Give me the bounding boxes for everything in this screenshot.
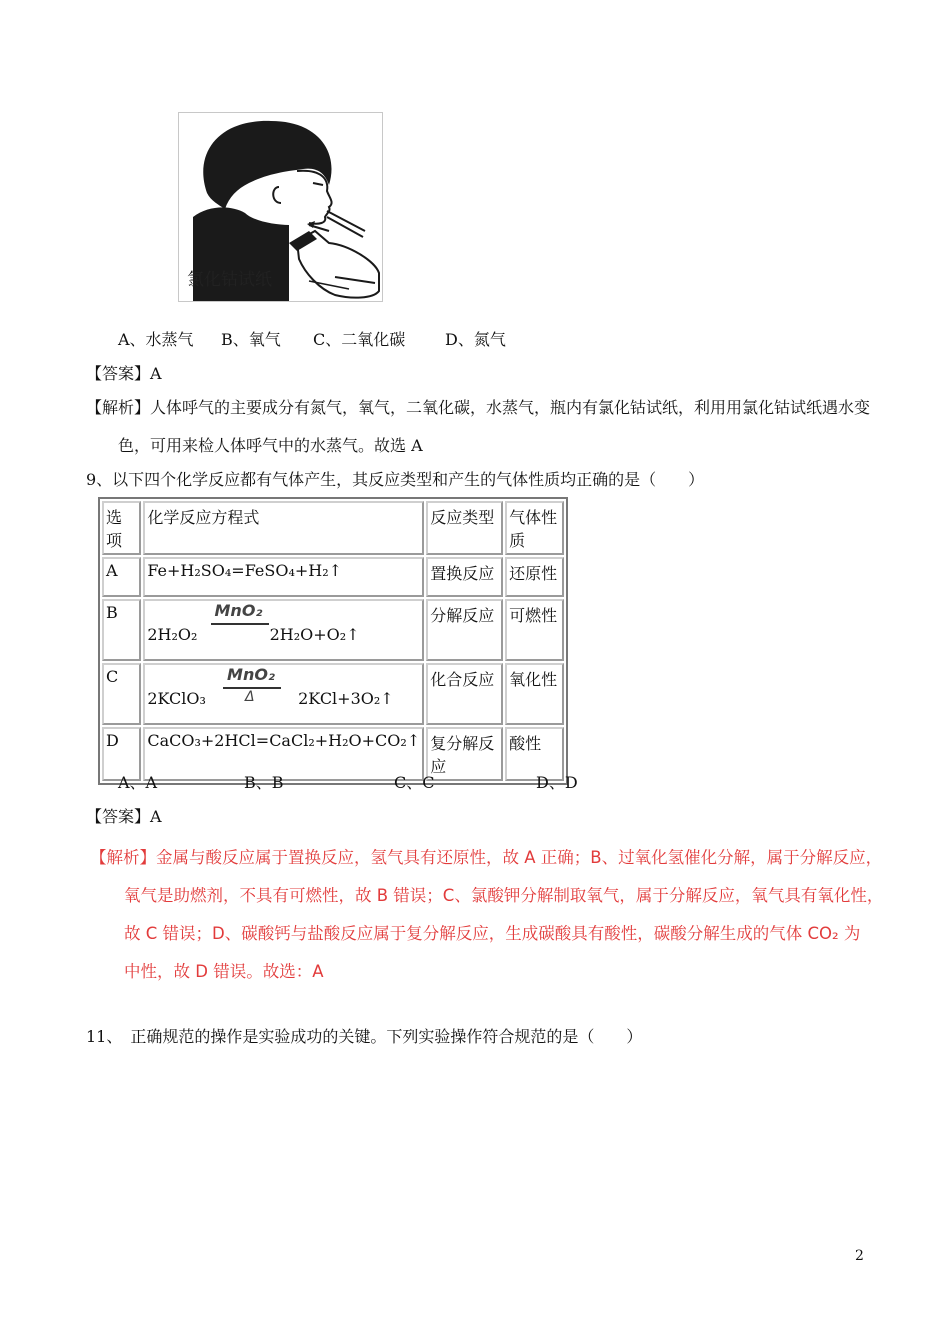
q8-analysis-line1: 【解析】人体呼气的主要成分有氮气，氧气，二氧化碳，水蒸气，瓶内有氯化钴试纸，利用用氯化钴试纸遇水变 <box>86 398 871 417</box>
row-c-catalyst <box>223 665 287 709</box>
q8-analysis-line2: 色，可用来检人体呼气中的水蒸气。故选 A <box>118 436 423 455</box>
row-b-eq-right: 2H₂O+O₂↑ <box>269 624 360 644</box>
row-c-catalyst-bottom: Δ <box>245 689 255 705</box>
row-a-equation <box>143 557 424 597</box>
q9-analysis-line1: 【解析】金属与酸反应属于置换反应，氢气具有还原性，故 A 正确；B、过氧化氢催化分解，属于分解反应， <box>90 848 883 867</box>
header-option: 选项 <box>102 501 141 555</box>
q9-question: 9、以下四个化学反应都有气体产生，其反应类型和产生的气体性质均正确的是（ ） <box>86 470 705 489</box>
row-d-property: 酸性 <box>505 727 564 781</box>
table-row <box>102 663 564 725</box>
header-property: 气体性质 <box>505 501 564 555</box>
q9-option-a: A、A <box>118 773 158 792</box>
header-type: 反应类型 <box>426 501 503 555</box>
q9-analysis-line3: 故 C 错误；D、碳酸钙与盐酸反应属于复分解反应，生成碳酸具有酸性，碳酸分解生成的气体 CO₂ 为 <box>124 924 861 943</box>
q9-answer: 【答案】A <box>86 807 162 826</box>
row-c-option: C <box>102 663 141 725</box>
q9-option-b: B、B <box>244 773 284 792</box>
row-a-option: A <box>102 557 141 597</box>
q9-analysis-line4: 中性，故 D 错误。故选：A <box>124 962 324 981</box>
q9-table <box>98 497 568 785</box>
table-row <box>102 727 564 781</box>
header-equation: 化学反应方程式 <box>143 501 424 555</box>
q9-option-c: C、C <box>394 773 435 792</box>
table-header-row <box>102 501 564 555</box>
q8-option-d: D、氮气 <box>445 330 506 349</box>
q9-analysis-line2: 氧气是助燃剂，不具有可燃性，故 B 错误；C、氯酸钾分解制取氧气，属于分解反应，氧气具有氧化性， <box>124 886 884 905</box>
row-a-eq-text: Fe+H₂SO₄=FeSO₄+H₂↑ <box>147 561 343 580</box>
row-b-reaction-line <box>211 623 269 625</box>
row-d-eq-text: CaCO₃+2HCl=CaCl₂+H₂O+CO₂↑ <box>147 731 421 750</box>
row-a-property: 还原性 <box>505 557 564 597</box>
breath-test-figure <box>178 112 383 302</box>
row-b-option: B <box>102 599 141 661</box>
row-a-type: 置换反应 <box>426 557 503 597</box>
row-b-property: 可燃性 <box>505 599 564 661</box>
row-c-catalyst-top: MnO₂ <box>227 665 275 684</box>
row-b-catalyst-top: MnO₂ <box>214 601 263 620</box>
row-b-equation <box>143 599 424 661</box>
row-b-eq-left: 2H₂O₂ <box>147 624 198 644</box>
row-d-equation <box>143 727 424 781</box>
row-d-type: 复分解反应 <box>426 727 503 781</box>
row-c-equation <box>143 663 424 725</box>
q8-option-b: B、氧气 <box>221 330 281 349</box>
row-c-type: 化合反应 <box>426 663 503 725</box>
q8-option-c: C、二氧化碳 <box>313 330 406 349</box>
q11-question: 11、 正确规范的操作是实验成功的关键。下列实验操作符合规范的是（ ） <box>86 1027 643 1046</box>
row-c-property: 氧化性 <box>505 663 564 725</box>
q8-answer: 【答案】A <box>86 364 162 383</box>
row-b-catalyst <box>211 601 275 645</box>
q9-option-d: D、D <box>536 773 578 792</box>
row-c-eq-left: 2KClO₃ <box>147 688 206 708</box>
table-row <box>102 557 564 597</box>
q8-option-a: A、水蒸气 <box>118 330 194 349</box>
row-d-option: D <box>102 727 141 781</box>
row-c-eq-right: 2KCl+3O₂↑ <box>298 688 394 708</box>
page-number: 2 <box>855 1248 864 1264</box>
row-b-type: 分解反应 <box>426 599 503 661</box>
table-row <box>102 599 564 661</box>
cobalt-chloride-paper-label: 氯化钴试纸 <box>187 270 272 290</box>
